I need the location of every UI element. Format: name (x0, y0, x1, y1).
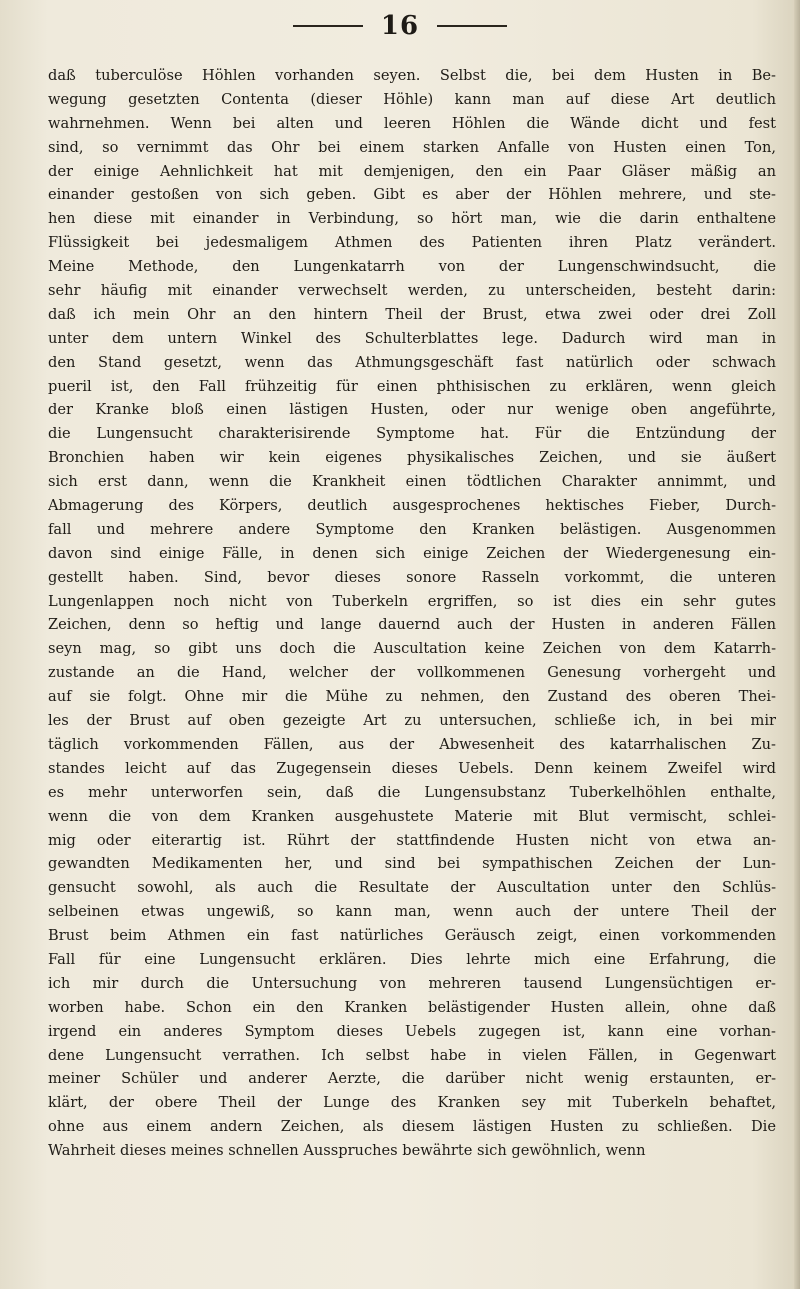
text-line: daß tuberculöse Höhlen vorhanden seyen. Selbst die, bei dem Husten in Be- (48, 67, 776, 84)
header-rule-right (437, 25, 507, 27)
text-line: meiner Schüler und anderer Aerzte, die darüber nicht wenig erstaunten, er- (48, 1070, 776, 1088)
text-line: worben habe. Schon ein den Kranken belästigender Husten allein, ohne daß (48, 998, 776, 1016)
text-line: standes leicht auf das Zugegensein dieses Uebels. Denn keinem Zweifel wird (48, 759, 776, 777)
header-rule-left (293, 25, 363, 27)
text-line: den Stand gesetzt, wenn das Athmungsgeschäft fast natürlich oder schwach (48, 353, 776, 371)
text-line: gensucht sowohl, als auch die Resultate der Auscultation unter den Schlüs- (48, 879, 776, 897)
text-line: mig oder eiterartig ist. Rührt der stattfindende Husten nicht von etwa an- (48, 831, 776, 849)
text-line: daß ich mein Ohr an den hintern Theil der Brust, etwa zwei oder drei Zoll (48, 305, 776, 323)
text-line: fall und mehrere andere Symptome den Kranken belästigen. Ausgenommen (48, 520, 776, 538)
text-line: einander gestoßen von sich geben. Gibt es aber der Höhlen mehrere, und ste- (48, 186, 776, 204)
text-line: Bronchien haben wir kein eigenes physikalisches Zeichen, und sie äußert (48, 449, 776, 467)
text-line: wegung gesetzten Contenta (dieser Höhle) kann man auf diese Art deutlich (48, 90, 776, 108)
text-line: selbeinen etwas ungewiß, so kann man, wenn auch der untere Theil der (48, 903, 776, 921)
body-text (48, 64, 776, 1163)
text-line: wenn die von dem Kranken ausgehustete Materie mit Blut vermischt, schlei- (48, 807, 776, 825)
text-line: sind, so vernimmt das Ohr bei einem starken Anfalle von Husten einen Ton, (48, 138, 776, 156)
text-line: der Kranke bloß einen lästigen Husten, oder nur wenige oben angeführte, (48, 401, 776, 419)
text-line: ohne aus einem andern Zeichen, als diesem lästigen Husten zu schließen. Die (48, 1118, 776, 1136)
text-line: die Lungensucht charakterisirende Symptome hat. Für die Entzündung der (48, 425, 776, 443)
text-line: davon sind einige Fälle, in denen sich einige Zeichen der Wiedergenesung ein- (48, 544, 776, 562)
text-line: sehr häufig mit einander verwechselt werden, zu unterscheiden, besteht darin: (48, 282, 776, 300)
text-line: Fall für eine Lungensucht erklären. Dies lehrte mich eine Erfahrung, die (48, 950, 776, 968)
text-line: hen diese mit einander in Verbindung, so hört man, wie die darin enthaltene (48, 210, 776, 228)
text-line: auf sie folgt. Ohne mir die Mühe zu nehmen, den Zustand des oberen Thei- (48, 688, 776, 706)
text-line: les der Brust auf oben gezeigte Art zu untersuchen, schließe ich, in bei mir (48, 712, 776, 730)
text-line: klärt, der obere Theil der Lunge des Kranken sey mit Tuberkeln behaftet, (48, 1094, 776, 1112)
text-line: gestellt haben. Sind, bevor dieses sonore Rasseln vorkommt, die unteren (48, 568, 776, 586)
page-edge-shadow (794, 0, 800, 1289)
page-number: 16 (380, 11, 420, 41)
text-line: täglich vorkommenden Fällen, aus der Abwesenheit des katarrhalischen Zu- (48, 735, 776, 753)
text-line: es mehr unterworfen sein, daß die Lungensubstanz Tuberkelhöhlen enthalte, (48, 783, 776, 801)
text-line: Brust beim Athmen ein fast natürliches Geräusch zeigt, einen vorkommenden (48, 927, 776, 945)
text-line: Zeichen, denn so heftig und lange dauernd auch der Husten in anderen Fällen (48, 616, 776, 634)
text-line: Meine Methode, den Lungenkatarrh von der Lungenschwindsucht, die (48, 258, 776, 276)
text-line: Wahrheit dieses meines schnellen Ausspruches bewährte sich gewöhnlich, wenn (48, 1142, 646, 1160)
text-line: pueril ist, den Fall frühzeitig für einen phthisischen zu erklären, wenn gleich (48, 377, 776, 395)
text-line: zustande an die Hand, welcher der vollkommenen Genesung vorhergeht und (48, 664, 776, 682)
text-line: Abmagerung des Körpers, deutlich ausgesprochenes hektisches Fieber, Durch- (48, 497, 776, 515)
text-line: gewandten Medikamenten her, und sind bei sympathischen Zeichen der Lun- (48, 855, 776, 873)
text-line: unter dem untern Winkel des Schulterblattes lege. Dadurch wird man in (48, 329, 776, 347)
page-header (0, 10, 800, 42)
text-line: wahrnehmen. Wenn bei alten und leeren Höhlen die Wände dicht und fest (48, 114, 776, 132)
text-line: ich mir durch die Untersuchung von mehreren tausend Lungensüchtigen er- (48, 974, 776, 992)
text-line: irgend ein anderes Symptom dieses Uebels zugegen ist, kann eine vorhan- (48, 1022, 776, 1040)
text-line: seyn mag, so gibt uns doch die Auscultation keine Zeichen von dem Katarrh- (48, 640, 776, 658)
text-line: Flüssigkeit bei jedesmaligem Athmen des Patienten ihren Platz verändert. (48, 234, 776, 252)
text-line: der einige Aehnlichkeit hat mit demjenigen, den ein Paar Gläser mäßig an (48, 162, 776, 180)
text-line: sich erst dann, wenn die Krankheit einen tödtlichen Charakter annimmt, und (48, 473, 776, 491)
text-line: dene Lungensucht verrathen. Ich selbst habe in vielen Fällen, in Gegenwart (48, 1046, 776, 1064)
text-line: Lungenlappen noch nicht von Tuberkeln ergriffen, so ist dies ein sehr gutes (48, 592, 776, 610)
